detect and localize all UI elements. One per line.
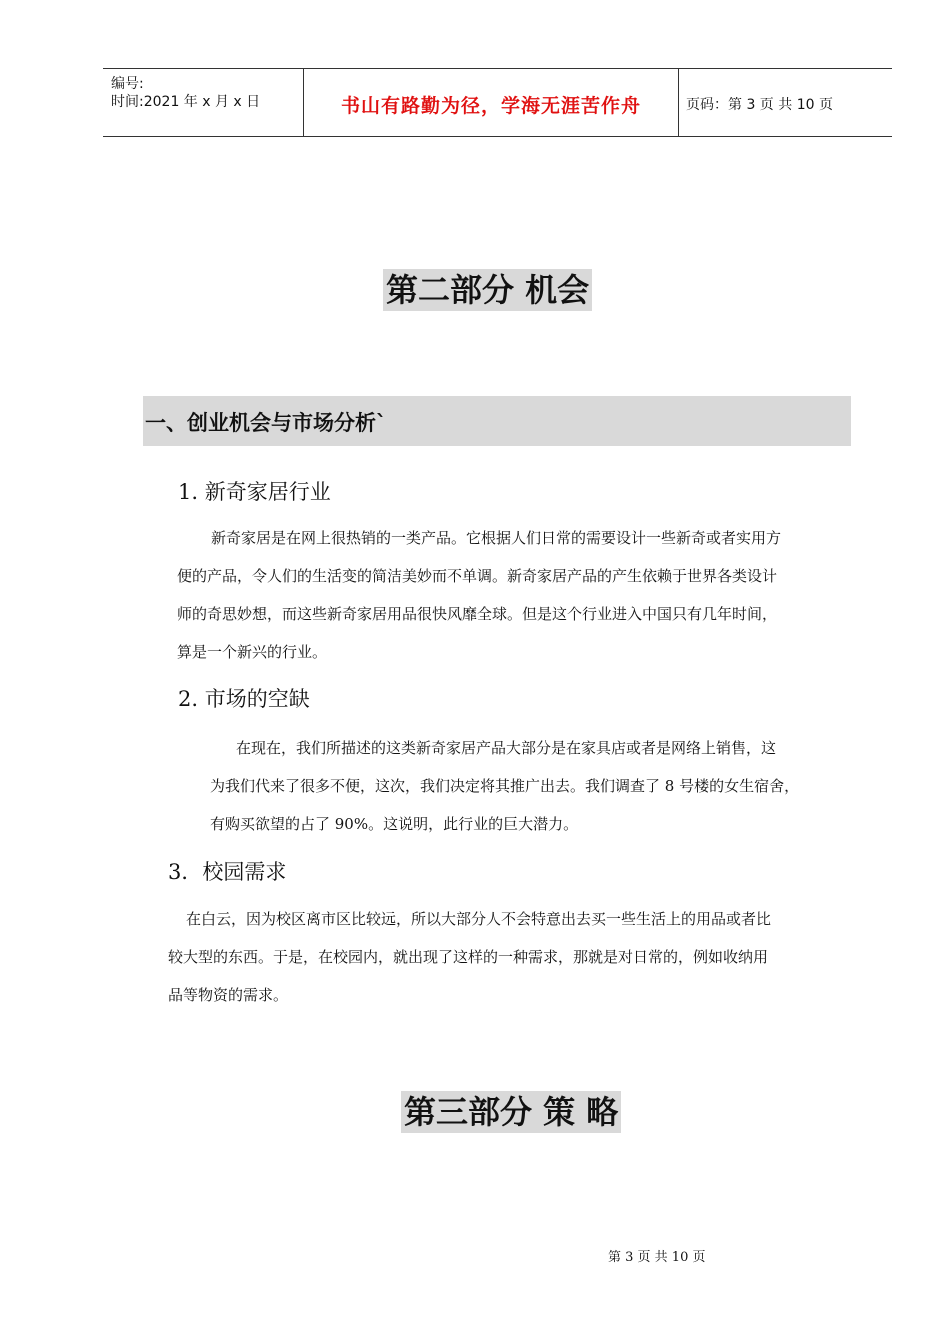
paragraph-line: 有购买欲望的占了 90%。这说明，此行业的巨大潜力。 xyxy=(210,815,579,833)
section-heading: 一、创业机会与市场分析` xyxy=(145,411,387,435)
paragraph-line: 较大型的东西。于是，在校园内，就出现了这样的一种需求，那就是对日常的，例如收纳用 xyxy=(168,948,769,966)
paragraph-market-gap xyxy=(210,729,870,843)
paragraph-line: 在现在，我们所描述的这类新奇家居产品大部分是在家具店或者是网络上销售，这 xyxy=(236,739,777,757)
paragraph-line: 品等物资的需求。 xyxy=(168,986,289,1004)
subsection-title-campus-demand: 3．校园需求 xyxy=(168,860,287,884)
document-code-label: 编号: xyxy=(111,76,144,92)
paragraph-line: 师的奇思妙想，而这些新奇家居用品很快风靡全球。但是这个行业进入中国只有几年时间， xyxy=(177,605,778,623)
part3-title: 第三部分 策 略 xyxy=(401,1091,621,1133)
paragraph-novelty-home xyxy=(177,519,857,671)
paragraph-line: 在白云，因为校区离市区比较远，所以大部分人不会特意出去买一些生活上的用品或者比 xyxy=(186,910,772,928)
paragraph-line: 便的产品，令人们的生活变的简洁美妙而不单调。新奇家居产品的产生依赖于世界各类设计 xyxy=(177,567,778,585)
section-heading-bar xyxy=(143,396,851,446)
part2-title: 第二部分 机会 xyxy=(383,269,592,311)
subsection-title-market-gap: 2. 市场的空缺 xyxy=(178,687,310,711)
page-footer: 第 3 页 共 10 页 xyxy=(608,1250,706,1265)
page-header xyxy=(103,68,892,137)
header-right-cell xyxy=(678,69,892,136)
document-time-label: 时间:2021 年 x 月 x 日 xyxy=(111,94,261,110)
paragraph-campus-demand xyxy=(168,900,858,1014)
paragraph-line: 为我们代来了很多不便，这次，我们决定将其推广出去。我们调查了 8 号楼的女生宿舍， xyxy=(210,777,800,795)
header-middle-cell xyxy=(303,69,679,136)
paragraph-line: 新奇家居是在网上很热销的一类产品。它根据人们日常的需要设计一些新奇或者实用方 xyxy=(211,529,782,547)
header-page-number: 页码：第 3 页 共 10 页 xyxy=(686,97,833,113)
header-left-cell xyxy=(103,69,303,136)
header-motto: 书山有路勤为径，学海无涯苦作舟 xyxy=(340,95,641,117)
subsection-title-novelty-home: 1. 新奇家居行业 xyxy=(178,480,331,504)
paragraph-line: 算是一个新兴的行业。 xyxy=(177,643,328,661)
